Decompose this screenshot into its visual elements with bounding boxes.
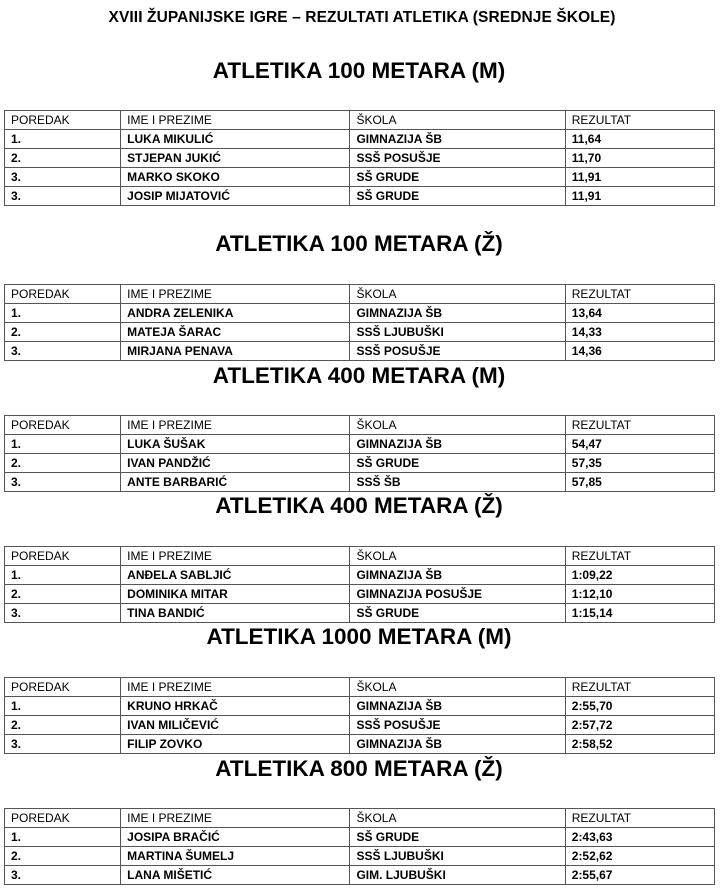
school-cell: GIMNAZIJA ŠB — [350, 435, 565, 454]
table-row — [5, 585, 715, 604]
column-header: ŠKOLA — [350, 111, 565, 130]
rank-cell: 2. — [5, 585, 121, 604]
table-row — [5, 435, 715, 454]
results-table — [4, 284, 715, 361]
school-cell: GIMNAZIJA ŠB — [350, 735, 565, 754]
result-cell: 57,35 — [565, 454, 714, 473]
column-header: IME I PREZIME — [121, 809, 350, 828]
result-cell: 1:12,10 — [565, 585, 714, 604]
rank-cell: 2. — [5, 149, 121, 168]
section-title: ATLETIKA 100 METARA (Ž) — [215, 231, 503, 256]
name-cell: MARTINA ŠUMELJ — [121, 847, 350, 866]
name-cell: IVAN MILIČEVIĆ — [121, 716, 350, 735]
school-cell: SSŠ LJUBUŠKI — [350, 847, 565, 866]
name-cell: MARKO SKOKO — [121, 168, 350, 187]
result-cell: 11,64 — [565, 130, 714, 149]
table-header-row — [5, 547, 715, 566]
rank-cell: 3. — [5, 342, 121, 361]
rank-cell: 3. — [5, 168, 121, 187]
column-header: POREDAK — [5, 809, 121, 828]
rank-cell: 3. — [5, 187, 121, 206]
column-header: POREDAK — [5, 678, 121, 697]
rank-cell: 2. — [5, 847, 121, 866]
column-header: ŠKOLA — [350, 285, 565, 304]
rank-cell: 1. — [5, 566, 121, 585]
rank-cell: 2. — [5, 454, 121, 473]
name-cell: LANA MIŠETIĆ — [121, 866, 350, 885]
name-cell: LUKA MIKULIĆ — [121, 130, 350, 149]
table-row — [5, 149, 715, 168]
table-row — [5, 187, 715, 206]
result-cell: 1:09,22 — [565, 566, 714, 585]
result-cell: 11,91 — [565, 168, 714, 187]
table-header-row — [5, 416, 715, 435]
school-cell: SSŠ POSUŠJE — [350, 342, 565, 361]
column-header: POREDAK — [5, 416, 121, 435]
result-cell: 11,70 — [565, 149, 714, 168]
table-header-row — [5, 809, 715, 828]
rank-cell: 3. — [5, 604, 121, 623]
name-cell: FILIP ZOVKO — [121, 735, 350, 754]
result-cell: 2:55,70 — [565, 697, 714, 716]
school-cell: GIMNAZIJA ŠB — [350, 566, 565, 585]
column-header: IME I PREZIME — [121, 285, 350, 304]
school-cell: GIMNAZIJA ŠB — [350, 304, 565, 323]
name-cell: MATEJA ŠARAC — [121, 323, 350, 342]
name-cell: LUKA ŠUŠAK — [121, 435, 350, 454]
result-cell: 54,47 — [565, 435, 714, 454]
rank-cell: 1. — [5, 828, 121, 847]
school-cell: GIMNAZIJA ŠB — [350, 130, 565, 149]
column-header: IME I PREZIME — [121, 547, 350, 566]
school-cell: SŠ GRUDE — [350, 454, 565, 473]
section-title: ATLETIKA 800 METARA (Ž) — [215, 756, 503, 781]
table-row — [5, 716, 715, 735]
result-cell: 2:57,72 — [565, 716, 714, 735]
result-cell: 2:52,62 — [565, 847, 714, 866]
table-row — [5, 323, 715, 342]
name-cell: STJEPAN JUKIĆ — [121, 149, 350, 168]
table-row — [5, 735, 715, 754]
result-cell: 2:55,67 — [565, 866, 714, 885]
table-row — [5, 304, 715, 323]
name-cell: TINA BANDIĆ — [121, 604, 350, 623]
result-cell: 1:15,14 — [565, 604, 714, 623]
school-cell: SŠ GRUDE — [350, 168, 565, 187]
school-cell: GIMNAZIJA ŠB — [350, 697, 565, 716]
rank-cell: 1. — [5, 697, 121, 716]
result-cell: 14,33 — [565, 323, 714, 342]
result-cell: 57,85 — [565, 473, 714, 492]
table-row — [5, 566, 715, 585]
name-cell: JOSIP MIJATOVIĆ — [121, 187, 350, 206]
table-row — [5, 847, 715, 866]
column-header: ŠKOLA — [350, 547, 565, 566]
rank-cell: 2. — [5, 716, 121, 735]
table-row — [5, 697, 715, 716]
column-header: REZULTAT — [565, 111, 714, 130]
school-cell: SŠ GRUDE — [350, 604, 565, 623]
table-header-row — [5, 285, 715, 304]
table-row — [5, 168, 715, 187]
column-header: IME I PREZIME — [121, 416, 350, 435]
school-cell: SSŠ ŠB — [350, 473, 565, 492]
column-header: POREDAK — [5, 111, 121, 130]
result-cell: 2:58,52 — [565, 735, 714, 754]
results-table — [4, 415, 715, 492]
table-row — [5, 342, 715, 361]
results-table — [4, 110, 715, 206]
name-cell: MIRJANA PENAVA — [121, 342, 350, 361]
school-cell: SŠ GRUDE — [350, 828, 565, 847]
column-header: REZULTAT — [565, 678, 714, 697]
column-header: POREDAK — [5, 547, 121, 566]
name-cell: IVAN PANDŽIĆ — [121, 454, 350, 473]
rank-cell: 3. — [5, 866, 121, 885]
name-cell: ANTE BARBARIĆ — [121, 473, 350, 492]
result-cell: 14,36 — [565, 342, 714, 361]
table-row — [5, 473, 715, 492]
name-cell: JOSIPA BRAČIĆ — [121, 828, 350, 847]
table-row — [5, 866, 715, 885]
results-table — [4, 808, 715, 885]
school-cell: GIM. LJUBUŠKI — [350, 866, 565, 885]
column-header: IME I PREZIME — [121, 111, 350, 130]
name-cell: ANDRA ZELENIKA — [121, 304, 350, 323]
rank-cell: 1. — [5, 130, 121, 149]
column-header: ŠKOLA — [350, 678, 565, 697]
document-title: XVIII ŽUPANIJSKE IGRE – REZULTATI ATLETIKA (SREDNJE ŠKOLE) — [108, 9, 616, 26]
rank-cell: 1. — [5, 304, 121, 323]
column-header: REZULTAT — [565, 547, 714, 566]
rank-cell: 1. — [5, 435, 121, 454]
results-table — [4, 677, 715, 754]
name-cell: ANĐELA SABLJIĆ — [121, 566, 350, 585]
table-header-row — [5, 678, 715, 697]
column-header: POREDAK — [5, 285, 121, 304]
results-table — [4, 546, 715, 623]
column-header: ŠKOLA — [350, 809, 565, 828]
section-title: ATLETIKA 400 METARA (M) — [212, 363, 506, 388]
table-row — [5, 130, 715, 149]
table-row — [5, 454, 715, 473]
name-cell: DOMINIKA MITAR — [121, 585, 350, 604]
school-cell: GIMNAZIJA POSUŠJE — [350, 585, 565, 604]
section-title: ATLETIKA 400 METARA (Ž) — [215, 493, 503, 518]
section-title: ATLETIKA 1000 METARA (M) — [206, 624, 512, 649]
column-header: IME I PREZIME — [121, 678, 350, 697]
table-header-row — [5, 111, 715, 130]
school-cell: SSŠ LJUBUŠKI — [350, 323, 565, 342]
table-row — [5, 828, 715, 847]
column-header: REZULTAT — [565, 285, 714, 304]
school-cell: SSŠ POSUŠJE — [350, 716, 565, 735]
column-header: REZULTAT — [565, 809, 714, 828]
result-cell: 13,64 — [565, 304, 714, 323]
rank-cell: 3. — [5, 735, 121, 754]
result-cell: 2:43,63 — [565, 828, 714, 847]
rank-cell: 3. — [5, 473, 121, 492]
result-cell: 11,91 — [565, 187, 714, 206]
column-header: ŠKOLA — [350, 416, 565, 435]
school-cell: SŠ GRUDE — [350, 187, 565, 206]
name-cell: KRUNO HRKAČ — [121, 697, 350, 716]
school-cell: SSŠ POSUŠJE — [350, 149, 565, 168]
column-header: REZULTAT — [565, 416, 714, 435]
rank-cell: 2. — [5, 323, 121, 342]
table-row — [5, 604, 715, 623]
section-title: ATLETIKA 100 METARA (M) — [212, 58, 506, 83]
